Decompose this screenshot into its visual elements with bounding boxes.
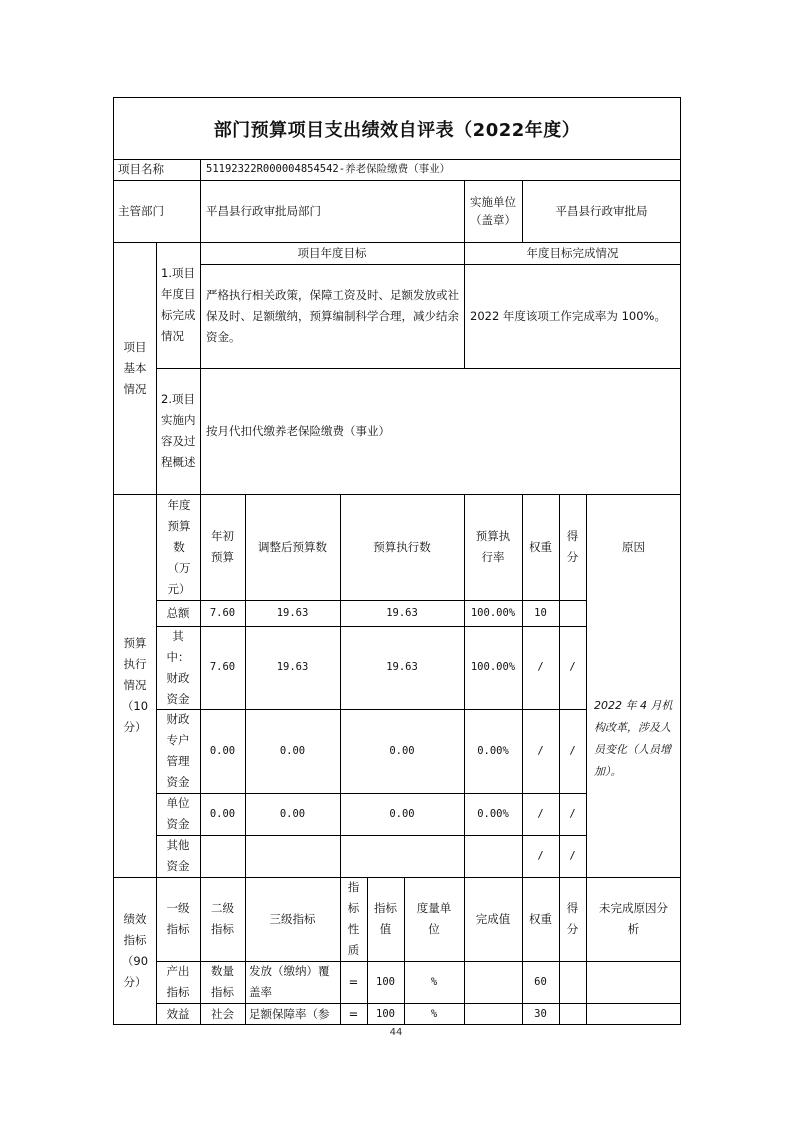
perf-level1: 产出指标 bbox=[166, 964, 190, 999]
perf-level3: 足额保障率（参 bbox=[249, 1006, 330, 1021]
grid-line bbox=[464, 180, 465, 242]
perf-unit: % bbox=[430, 1007, 438, 1020]
impl-text: 按月代扣代缴养老保险缴费（事业） bbox=[206, 423, 390, 438]
budget-initial: 7.60 bbox=[209, 661, 236, 673]
budget-executed: 19.63 bbox=[386, 661, 418, 673]
budget-initial: 7.60 bbox=[209, 606, 236, 619]
budget-adjusted-header: 调整后预算数 bbox=[258, 539, 327, 554]
budget-executed: 0.00 bbox=[389, 744, 415, 757]
perf-value-header: 指标值 bbox=[374, 901, 397, 936]
done-header: 年度目标完成情况 bbox=[526, 245, 619, 260]
budget-weight-header: 权重 bbox=[529, 539, 552, 554]
perf-level1-header: 一级指标 bbox=[166, 901, 190, 936]
budget-score bbox=[559, 600, 586, 626]
project-name-label: 项目名称 bbox=[118, 162, 164, 176]
budget-amount-header: 年度预算数（万元） bbox=[167, 497, 191, 596]
perf-reason bbox=[586, 1003, 681, 1025]
budget-weight: / bbox=[537, 661, 544, 673]
perf-done bbox=[464, 1003, 522, 1025]
budget-rate bbox=[464, 835, 522, 877]
budget-adjusted: 19.63 bbox=[276, 606, 309, 619]
budget-rate-header: 预算执行率 bbox=[475, 529, 511, 564]
budget-adjusted bbox=[245, 835, 340, 877]
impl-unit-label: 实施单位（盖章） bbox=[470, 195, 516, 227]
budget-adjusted: 19.63 bbox=[276, 661, 309, 673]
perf-level2: 社会 bbox=[211, 1006, 234, 1021]
budget-executed-header: 预算执行数 bbox=[373, 539, 431, 554]
perf-level3-header: 三级指标 bbox=[269, 911, 316, 926]
budget-weight: / bbox=[537, 807, 544, 820]
budget-rate: 0.00% bbox=[477, 744, 509, 757]
perf-score-header: 得分 bbox=[566, 901, 579, 936]
perf-weight: 30 bbox=[534, 1007, 547, 1020]
goal-text: 严格执行相关政策，保障工资及时、足额发放或社保及时、足额缴纳，预算编制科学合理，减少结余资金。 bbox=[206, 287, 459, 344]
goal-header: 项目年度目标 bbox=[297, 245, 367, 260]
budget-section-label: 预算执行情况（10分） bbox=[121, 636, 149, 734]
budget-row-label: 其中：财政资金 bbox=[166, 628, 190, 706]
budget-adjusted: 0.00 bbox=[279, 744, 306, 757]
perf-score bbox=[559, 1003, 586, 1025]
perf-level3: 发放（缴纳）覆盖率 bbox=[249, 964, 330, 999]
budget-executed: 0.00 bbox=[389, 807, 415, 820]
perf-done bbox=[464, 961, 522, 1003]
perf-unit-header: 度量单位 bbox=[416, 901, 452, 936]
budget-row-label: 财政专户管理资金 bbox=[166, 712, 190, 789]
budget-rate: 0.00% bbox=[477, 807, 509, 820]
budget-rate: 100.00% bbox=[470, 606, 516, 619]
perf-level2: 数量指标 bbox=[211, 964, 234, 999]
done-text: 2022 年度该项工作完成率为 100%。 bbox=[470, 308, 666, 323]
budget-reason-text: 2022 年 4 月机构改革，涉及人员变化（人员增加）。 bbox=[594, 698, 673, 778]
evaluation-table bbox=[113, 97, 681, 1025]
perf-nature: = bbox=[348, 974, 359, 989]
perf-score bbox=[559, 961, 586, 1003]
basic-section-label: 项目基本情况 bbox=[123, 339, 147, 396]
page-title: 部门预算项目支出绩效自评表（2022年度） bbox=[213, 119, 581, 141]
perf-level1: 效益 bbox=[166, 1006, 190, 1021]
perf-unit: % bbox=[430, 975, 438, 988]
page-number: 44 bbox=[389, 1027, 403, 1038]
grid-line bbox=[200, 242, 201, 494]
budget-score: / bbox=[569, 849, 576, 862]
budget-row-label: 其他资金 bbox=[166, 838, 190, 873]
budget-row-label: 单位资金 bbox=[166, 796, 190, 831]
budget-score-header: 得分 bbox=[566, 529, 579, 564]
budget-executed: 19.63 bbox=[386, 606, 418, 619]
budget-initial bbox=[200, 835, 245, 877]
goal-label: 1.项目年度目标完成情况 bbox=[161, 266, 196, 343]
budget-initial: 0.00 bbox=[209, 744, 236, 757]
project-name-value: 51192322R000004854542-养老保险缴费（事业） bbox=[206, 163, 451, 175]
dept-value: 平昌县行政审批局部门 bbox=[206, 203, 321, 218]
perf-reason-header: 未完成原因分析 bbox=[599, 901, 668, 936]
budget-weight: / bbox=[537, 744, 544, 757]
budget-executed bbox=[340, 835, 464, 877]
budget-score: / bbox=[569, 807, 576, 820]
perf-weight-header: 权重 bbox=[529, 911, 552, 926]
budget-rate: 100.00% bbox=[470, 661, 516, 673]
budget-reason-header: 原因 bbox=[622, 539, 645, 554]
impl-unit-value: 平昌县行政审批局 bbox=[555, 203, 648, 218]
dept-label: 主管部门 bbox=[118, 203, 164, 218]
perf-value: 100 bbox=[376, 1007, 395, 1020]
impl-label: 2.项目实施内容及过程概述 bbox=[161, 392, 196, 469]
budget-initial-header: 年初预算 bbox=[211, 529, 234, 564]
perf-section-label: 绩效指标（90分） bbox=[121, 912, 149, 989]
perf-level2-header: 二级指标 bbox=[211, 901, 234, 936]
budget-row-label: 总额 bbox=[166, 605, 190, 620]
budget-adjusted: 0.00 bbox=[279, 807, 306, 820]
budget-score: / bbox=[569, 744, 576, 757]
perf-nature-header: 指标性质 bbox=[347, 880, 360, 957]
budget-weight: 10 bbox=[534, 606, 547, 619]
grid-line bbox=[200, 159, 201, 242]
perf-nature: = bbox=[348, 1006, 359, 1021]
perf-done-header: 完成值 bbox=[475, 911, 511, 926]
budget-initial: 0.00 bbox=[209, 807, 236, 820]
perf-weight: 60 bbox=[534, 975, 547, 988]
budget-weight: / bbox=[537, 849, 544, 862]
budget-score: / bbox=[569, 661, 576, 673]
perf-value: 100 bbox=[376, 975, 395, 988]
perf-reason bbox=[586, 961, 681, 1003]
